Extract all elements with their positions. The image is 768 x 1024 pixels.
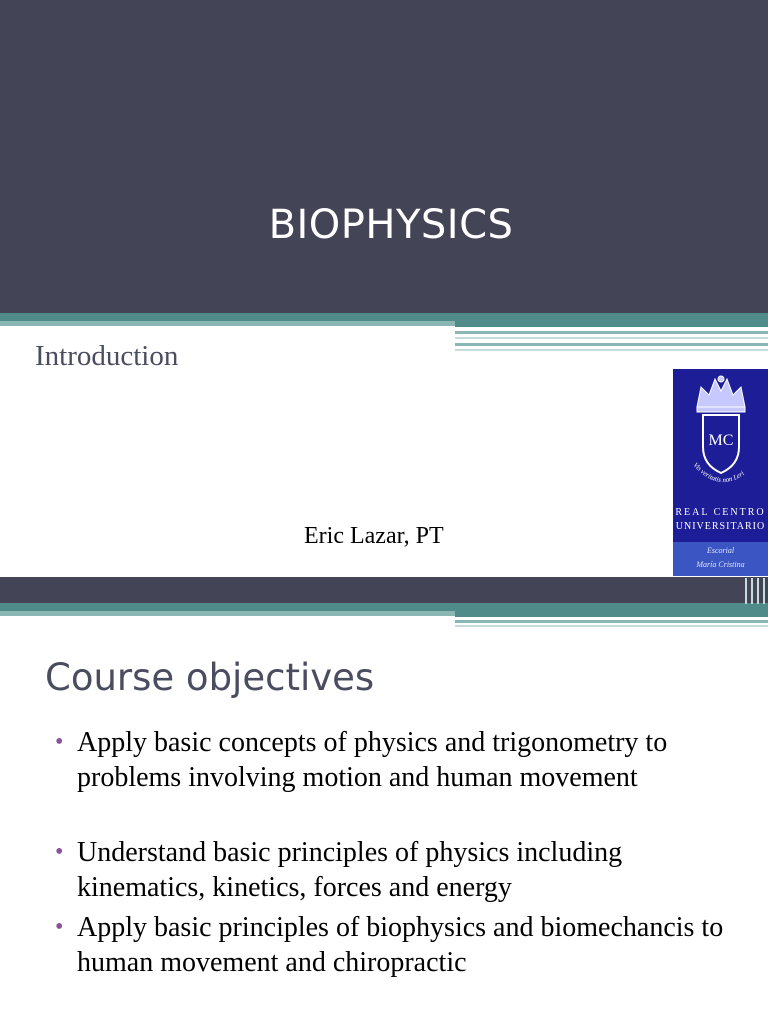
slide-subtitle: Introduction (35, 340, 179, 372)
list-item (55, 910, 745, 980)
slide-heading: Course objectives (45, 656, 375, 699)
list-item (55, 835, 745, 905)
logo-text-line2: UNIVERSITARIO (675, 521, 766, 532)
monogram-icon: MC (708, 432, 734, 449)
bullet-icon: • (55, 729, 64, 755)
list-item (55, 725, 745, 795)
bullet-text: Apply basic concepts of physics and trigonometry to problems involving motion and human movement (77, 727, 668, 793)
bullet-text: Apply basic principles of biophysics and biomechancis to human movement and chiropractic (77, 912, 724, 978)
bullet-icon: • (55, 839, 64, 865)
bullet-text: Understand basic principles of physics including kinematics, kinetics, forces and energy (77, 837, 623, 903)
slide-footer-bar (0, 577, 768, 603)
slide-title: BIOPHYSICS (268, 202, 514, 248)
svg-text:Vis veritatis non Leri: Vis veritatis non Leri (691, 461, 746, 485)
logo-location-1: Escorial (706, 546, 735, 555)
logo-location-2: María Cristina (696, 560, 745, 569)
author-name: Eric Lazar, PT (304, 523, 444, 549)
logo-text-line1: REAL CENTRO (675, 507, 766, 518)
university-logo (673, 369, 768, 576)
crown-icon (697, 376, 745, 412)
crest-icon (673, 369, 768, 504)
bullet-icon: • (55, 914, 64, 940)
title-header (0, 0, 768, 313)
